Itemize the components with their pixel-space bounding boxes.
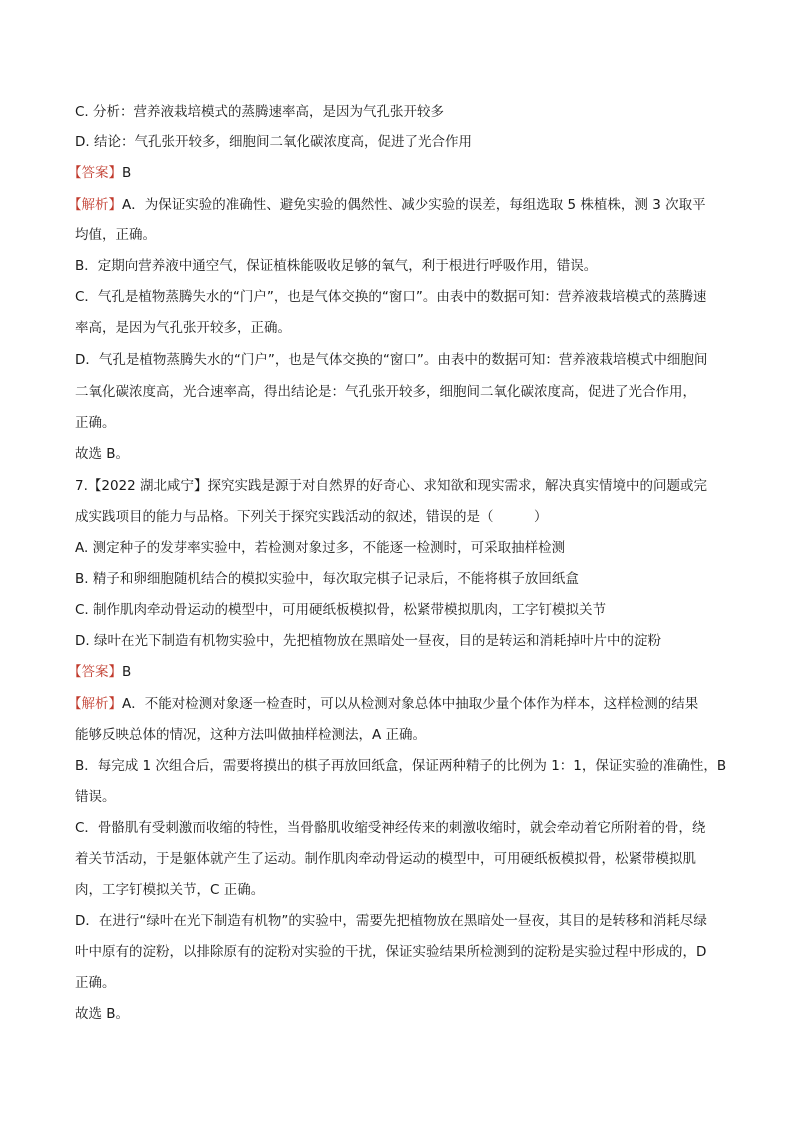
q7-analysis-d-line2: 叶中原有的淀粉，以排除原有的淀粉对实验的干扰，保证实验结果所检测到的淀粉是实验过程中形成的，D (75, 944, 707, 960)
q6-analysis-d-line3: 正确。 (75, 415, 116, 431)
q6-conclusion: 故选 B。 (75, 446, 130, 462)
q7-option-a: A. 测定种子的发芽率实验中，若检测对象过多，不能逐一检测时，可采取抽样检测 (75, 540, 566, 556)
q7-analysis-d-line1: D．在进行“绿叶在光下制造有机物”的实验中，需要先把植物放在黑暗处一昼夜，其目的是转移和消耗尽绿 (75, 913, 707, 929)
q6-analysis-a-line1: 【解析】A．为保证实验的准确性、避免实验的偶然性、减少实验的误差，每组选取 5 株植株，测 3 次取平 (68, 197, 706, 213)
q6-analysis-d-line2: 二氧化碳浓度高，光合速率高，得出结论是：气孔张开较多，细胞间二氧化碳浓度高，促进了光合作用， (75, 384, 696, 400)
q7-conclusion: 故选 B。 (75, 1006, 130, 1022)
q7-analysis-c-line2: 着关节活动，于是躯体就产生了运动。制作肌肉牵动骨运动的模型中，可用硬纸板模拟骨，松紧带模拟肌 (75, 851, 696, 867)
analysis-tag: 【解析】 (68, 696, 122, 712)
q6-option-c: C. 分析：营养液栽培模式的蒸腾速率高，是因为气孔张开较多 (75, 104, 445, 120)
q7-analysis-d-line3: 正确。 (75, 975, 116, 991)
q7-option-d: D. 绿叶在光下制造有机物实验中，先把植物放在黑暗处一昼夜，目的是转运和消耗掉叶片中的淀粉 (75, 633, 661, 649)
q7-analysis-c-line1: C．骨骼肌有受刺激而收缩的特性，当骨骼肌收缩受神经传来的刺激收缩时，就会牵动着它所附着的骨，绕 (75, 820, 706, 836)
q7-stem-line2: 成实践项目的能力与品格。下列关于探究实践活动的叙述，错误的是（ ） (75, 509, 548, 525)
q7-option-c: C. 制作肌肉牵动骨运动的模型中，可用硬纸板模拟骨，松紧带模拟肌肉，工字钉模拟关节 (75, 602, 607, 618)
q6-analysis-d-line1: D．气孔是植物蒸腾失水的“门户”，也是气体交换的“窗口”。由表中的数据可知：营养液栽培模式中细胞间 (75, 352, 708, 368)
answer-value: B (122, 664, 132, 680)
q7-stem-line1: 7.【2022 湖北咸宁】探究实践是源于对自然界的好奇心、求知欲和现实需求，解决真实情境中的问题或完 (75, 478, 708, 494)
q7-analysis-c-line3: 肉，工字钉模拟关节，C 正确。 (75, 882, 265, 898)
q7-answer (68, 662, 738, 682)
q6-analysis-c-line2: 率高，是因为气孔张开较多，正确。 (75, 320, 291, 336)
q6-analysis-b-line1: B．定期向营养液中通空气，保证植株能吸收足够的氧气，利于根进行呼吸作用，错误。 (75, 258, 598, 274)
analysis-tag: 【解析】 (68, 197, 122, 213)
answer-tag: 【答案】 (68, 664, 122, 680)
answer-tag: 【答案】 (68, 165, 122, 181)
q6-analysis-c-line1: C．气孔是植物蒸腾失水的“门户”，也是气体交换的“窗口”。由表中的数据可知：营养液栽培模式的蒸腾速 (75, 289, 707, 305)
q6-answer (68, 163, 738, 183)
q6-analysis-a-line2: 均值，正确。 (75, 227, 156, 243)
q7-analysis-b-line1: B．每完成 1 次组合后，需要将摸出的棋子再放回纸盒，保证两种精子的比例为 1：1，保证实验的准确性，B (75, 758, 727, 774)
q7-analysis-a-line1: 【解析】A．不能对检测对象逐一检查时，可以从检测对象总体中抽取少量个体作为样本，这样检测的结果 (68, 696, 699, 712)
q6-option-d: D. 结论：气孔张开较多，细胞间二氧化碳浓度高，促进了光合作用 (75, 134, 472, 150)
q7-analysis-a-line2: 能够反映总体的情况，这种方法叫做抽样检测法，A 正确。 (75, 727, 427, 743)
answer-value: B (122, 165, 132, 181)
q7-option-b: B. 精子和卵细胞随机结合的模拟实验中，每次取完棋子记录后，不能将棋子放回纸盒 (75, 571, 579, 587)
q7-analysis-b-line2: 错误。 (75, 789, 116, 805)
